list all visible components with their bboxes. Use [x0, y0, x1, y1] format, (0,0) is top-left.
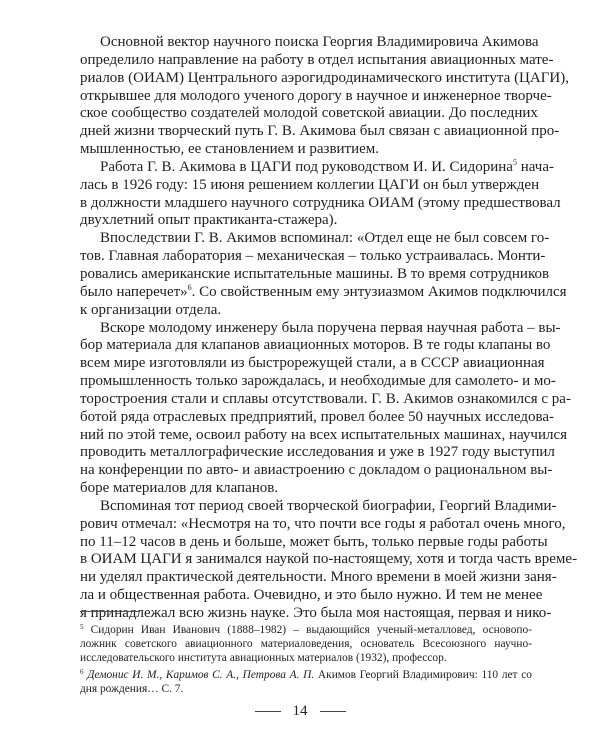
text-run: было наперечет»	[80, 283, 188, 300]
paragraph	[80, 230, 567, 319]
text-line: ний по этой теме, освоил работу на всех испытательных машинах, научился	[80, 426, 568, 443]
text-line: двухлетний опыт практиканта-стажера).	[80, 212, 338, 229]
text-line: к организации отдела.	[80, 301, 222, 318]
text-line: Основной вектор научного поиска Георгия Владимировича Акимова	[100, 34, 539, 50]
body-text	[80, 34, 578, 623]
page-number-value: 14	[292, 702, 308, 719]
text-line: Вспоминая тот период своей творческой биографии, Георгий Владими-	[100, 497, 557, 514]
text-line: ское сообщество создателей молодой советской авиации. До последних	[80, 105, 538, 122]
text-line: ботой ряда отраслевых предприятий, провел более 50 научных исследова-	[80, 408, 555, 425]
paragraph	[80, 497, 578, 623]
text-line: торостроения стали и сплавы отсутствовали. Г. В. Акимов ознакомился с ра-	[80, 390, 571, 407]
footnote-ref-5[interactable]: 5	[512, 157, 517, 167]
text-line: ровались американские испытательные машины. В то время сотрудников	[80, 265, 550, 282]
text-line: Впоследствии Г. В. Акимов вспоминал: «Отдел еще не был совсем го-	[100, 230, 550, 247]
footnote-marker: 5	[80, 623, 84, 631]
text-line	[80, 282, 567, 302]
footnote-5	[80, 623, 532, 666]
footnote-line	[80, 668, 532, 682]
text-line: на конференции по авто- и авиастроению с докладом о рациональном вы-	[80, 462, 553, 479]
footnote-line	[80, 623, 532, 637]
footnote-line: дня рождения… С. 7.	[80, 682, 184, 695]
footnote-ref-6[interactable]: 6	[187, 282, 192, 292]
text-line: по 11–12 часов в день и больше, может быть, только первые годы работы	[80, 533, 548, 550]
text-line: риалов (ОИАМ) Центрального аэрогидродинамического института (ЦАГИ),	[80, 69, 569, 86]
text-line: рович отмечал: «Несмотря на то, что почти все годы я работал очень много,	[80, 515, 566, 532]
footnote-marker: 6	[80, 667, 84, 676]
text-line: открывшее для молодого ученого дорогу в научное и инженерное творче-	[80, 87, 552, 104]
text-run: . Со свойственным ему энтузиазмом Акимов подключился	[191, 283, 567, 300]
text-line: дней жизни творческий путь Г. В. Акимова был связан с авиационной про-	[80, 123, 560, 140]
text-run: Работа Г. В. Акимова в ЦАГИ под руководством И. И. Сидорина	[100, 158, 513, 175]
text-line: ни уделял практической деятельности. Много времени в моей жизни заня-	[80, 569, 557, 586]
text-line: мышленностью, ее становлением и развитием.	[80, 141, 380, 158]
page-number-dash-left	[255, 711, 281, 712]
text-line: определило направление на работу в отдел испытания авиационных мате-	[80, 51, 554, 68]
footnote-line: ложник советского авиационного материаловедения, основатель Всесоюзного научно-	[80, 638, 532, 651]
footnote-divider	[80, 611, 140, 612]
page-number	[0, 701, 600, 721]
text-line	[80, 157, 554, 177]
text-line: промышленность только зарождалась, и необходимые для самолето- и мо-	[80, 373, 556, 390]
text-line: тов. Главная лаборатория – механическая – только устраивалась. Монти-	[80, 248, 546, 265]
text-line: я принадлежал всю жизнь науке. Это была моя настоящая, первая и нико-	[80, 605, 552, 621]
text-run: Акимов Георгий Владимирович: 110 лет со	[314, 668, 532, 681]
text-run: нача-	[516, 158, 554, 175]
text-line: бор материала для клапанов авиационных моторов. В те годы клапаны во	[80, 337, 551, 354]
text-line: боре материалов для клапанов.	[80, 480, 279, 497]
text-line: проводить металлографические исследования и уже в 1927 году выступил	[80, 444, 555, 461]
text-run: Сидорин Иван Иванович (1888–1982) – выдающийся ученый-металловед, основопо-	[83, 624, 532, 636]
footnote-line: исследовательского института авиационных материалов (1932), профессор.	[80, 652, 447, 665]
text-line: всем мире изготовляли из быстрорежущей стали, а в СССР авиационная	[80, 355, 545, 372]
text-line: ла и общественная работа. Очевидно, и это было нужно. И тем не менее	[80, 587, 543, 604]
paragraph	[80, 319, 571, 498]
text-line: в должности младшего научного сотрудника ОИАМ (этому предшествовал	[80, 194, 561, 211]
text-line: лась в 1926 году: 15 июня решением коллегии ЦАГИ он был утвержден	[80, 176, 540, 193]
footnote-authors: Демонис И. М., Каримов С. А., Петрова А. П.	[83, 668, 315, 681]
footnote-6	[80, 668, 532, 696]
page-number-dash-right	[320, 711, 346, 712]
paragraph	[80, 34, 569, 159]
paragraph	[80, 157, 561, 230]
text-line: в ОИАМ ЦАГИ я занимался наукой по-настоящему, хотя и тогда часть време-	[80, 551, 578, 568]
footnotes	[80, 623, 532, 696]
text-line: Вскоре молодому инженеру была поручена первая научная работа – вы-	[100, 319, 561, 336]
